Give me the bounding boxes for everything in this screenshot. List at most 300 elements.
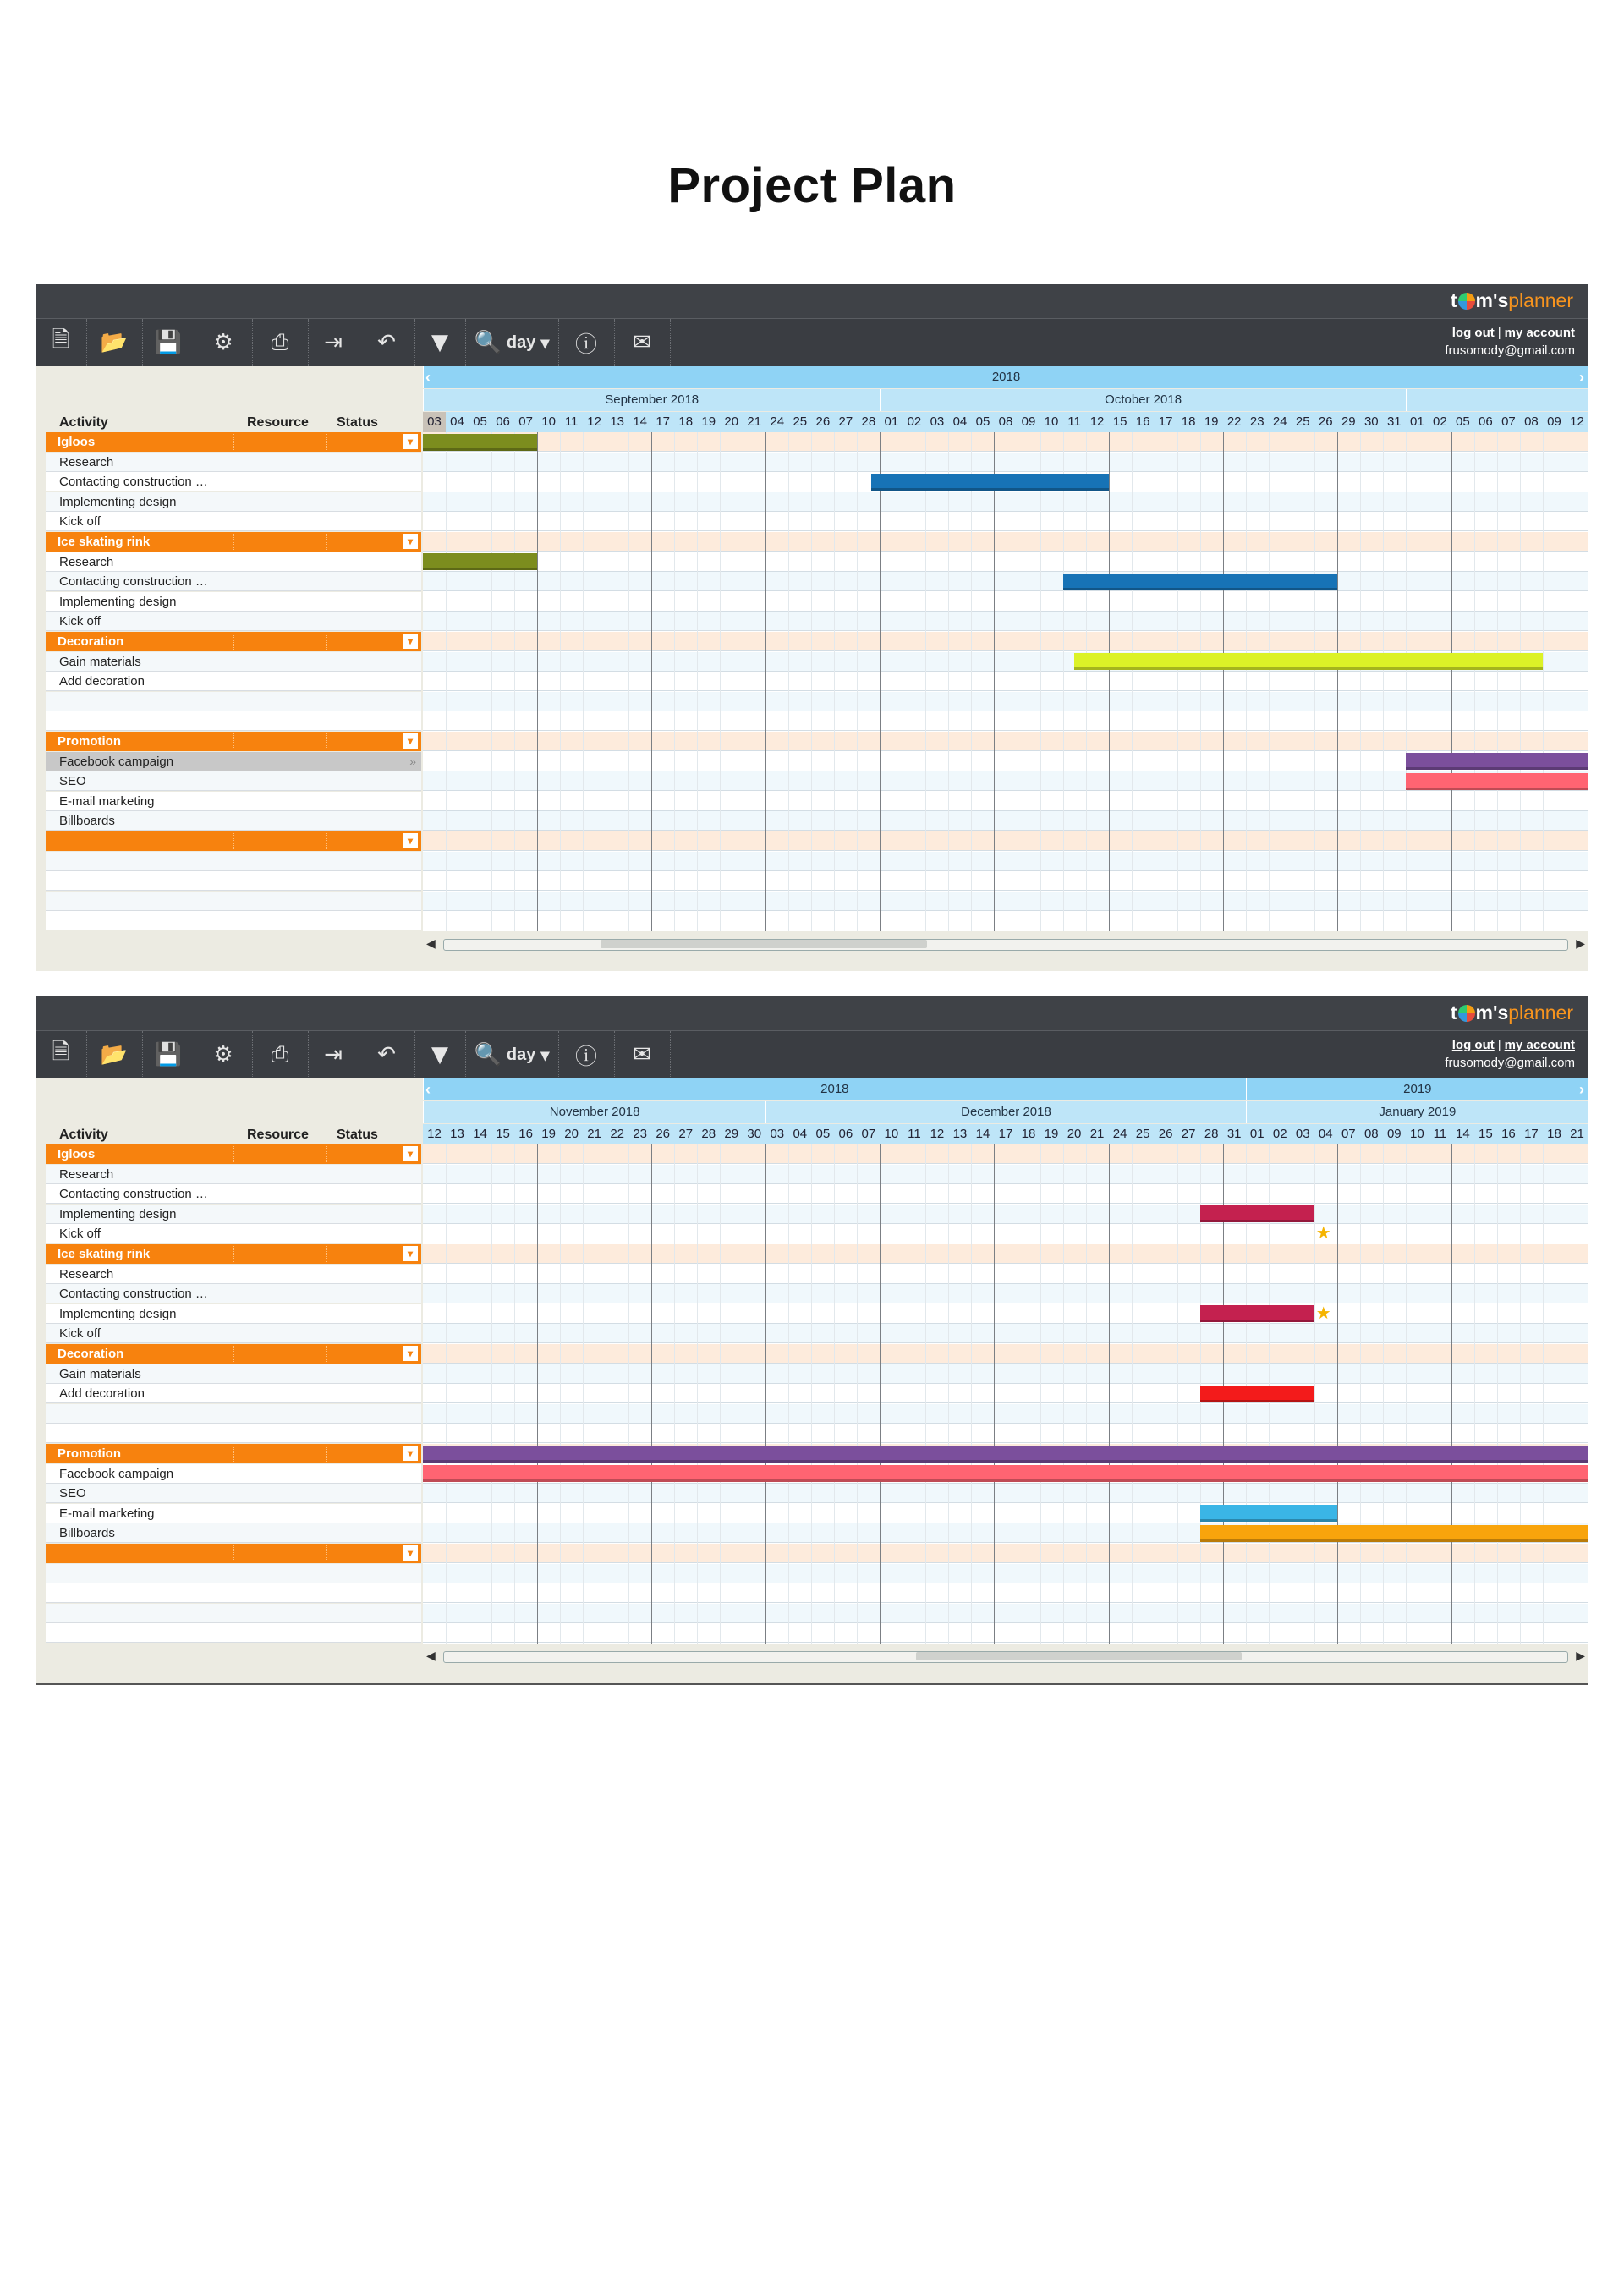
- empty-row[interactable]: [46, 1424, 421, 1443]
- task-row[interactable]: [46, 672, 421, 691]
- planner-panel-2: [36, 996, 1588, 1683]
- day-divider: [1177, 1144, 1178, 1644]
- day-divider: [514, 1144, 515, 1644]
- day-divider: [720, 432, 721, 931]
- info-icon: ⓘ: [574, 332, 597, 358]
- group-row[interactable]: [46, 632, 421, 651]
- day-divider: [674, 1144, 675, 1644]
- task-bar[interactable]: [1200, 1205, 1314, 1222]
- toolbar-button-save[interactable]: [142, 319, 195, 366]
- group-label: Promotion: [58, 1446, 121, 1461]
- toolbar-button-zoom[interactable]: [465, 319, 559, 366]
- zoom-level-label[interactable]: day: [506, 332, 536, 352]
- logo-text-t: t: [1450, 1002, 1457, 1024]
- day-divider: [811, 432, 812, 931]
- day-label: 11: [908, 1127, 921, 1141]
- toolbar-button-zoom[interactable]: [465, 1031, 559, 1078]
- empty-row[interactable]: [46, 911, 421, 930]
- grid-row: [423, 852, 1588, 871]
- task-label: Implementing design: [59, 594, 177, 609]
- day-divider: [1497, 432, 1498, 931]
- day-label: 03: [770, 1127, 785, 1141]
- resource-cell: [233, 1545, 234, 1561]
- day-divider: [697, 432, 698, 931]
- grid-row: [423, 1404, 1588, 1424]
- day-divider: [1063, 1144, 1064, 1644]
- task-bar[interactable]: [1200, 1525, 1588, 1542]
- task-row[interactable]: [46, 771, 421, 791]
- day-label: 25: [1135, 1127, 1150, 1141]
- month-label: [1406, 389, 1588, 411]
- task-row[interactable]: [46, 752, 421, 771]
- task-label: Contacting construction …: [59, 475, 208, 490]
- task-row[interactable]: [46, 652, 421, 672]
- toolbar-button-info[interactable]: [558, 319, 615, 366]
- collapse-arrow-icon[interactable]: ▾: [403, 1146, 418, 1161]
- day-header: [423, 1124, 1588, 1144]
- day-divider: [674, 432, 675, 931]
- day-label: 03: [930, 414, 945, 429]
- grid-row: [423, 1384, 1588, 1403]
- logout-link[interactable]: log out: [1451, 1038, 1495, 1052]
- toolbar: [36, 1031, 1588, 1078]
- day-divider: [1314, 1144, 1315, 1644]
- task-bar[interactable]: [1200, 1305, 1314, 1322]
- status-cell: [326, 1545, 327, 1561]
- task-row[interactable]: [46, 1484, 421, 1503]
- task-row[interactable]: [46, 453, 421, 472]
- app-logo: [1451, 289, 1573, 312]
- task-bar[interactable]: [871, 474, 1109, 491]
- toolbar-button-undo[interactable]: [359, 1031, 415, 1078]
- print-icon: ⎙: [271, 1041, 289, 1067]
- horizontal-scrollbar[interactable]: [423, 1649, 1588, 1664]
- day-label: 02: [1433, 414, 1447, 429]
- grid-row: [423, 592, 1588, 612]
- toolbar-button-print[interactable]: [252, 1031, 309, 1078]
- column-header-status[interactable]: Status: [337, 415, 378, 430]
- settings-icon: ⚙: [213, 1042, 233, 1067]
- day-divider: [948, 1144, 949, 1644]
- day-label: 02: [1272, 1127, 1287, 1141]
- empty-row[interactable]: [46, 1564, 421, 1583]
- day-label: 23: [1249, 414, 1265, 429]
- day-divider: [834, 432, 835, 931]
- empty-row[interactable]: [46, 852, 421, 871]
- export-icon: ⇥: [324, 330, 343, 355]
- day-label: 16: [1135, 414, 1150, 429]
- day-label: 23: [633, 1127, 648, 1141]
- day-label: 03: [1295, 1127, 1310, 1141]
- task-label: Facebook campaign: [59, 1466, 174, 1481]
- grid-row: [423, 1284, 1588, 1303]
- day-divider: [948, 432, 949, 931]
- task-row[interactable]: [46, 1284, 421, 1303]
- day-label: 11: [1433, 1127, 1447, 1141]
- grid-row: [423, 892, 1588, 911]
- task-bar[interactable]: [1406, 773, 1588, 790]
- task-label: Contacting construction …: [59, 1187, 208, 1202]
- task-row[interactable]: [46, 472, 421, 491]
- toolbar-button-new-file[interactable]: [36, 1031, 87, 1078]
- day-label: 09: [1021, 414, 1036, 429]
- column-header-resource[interactable]: Resource: [247, 415, 309, 430]
- collapse-arrow-icon[interactable]: ▾: [403, 534, 418, 549]
- grid-row: [423, 1583, 1588, 1603]
- day-label: 24: [1112, 1127, 1127, 1141]
- resource-cell: [233, 1346, 234, 1362]
- toolbar-button-settings[interactable]: [195, 319, 253, 366]
- task-row[interactable]: [46, 1165, 421, 1184]
- day-label: 27: [1181, 1127, 1196, 1141]
- day-label: 30: [1363, 414, 1379, 429]
- day-divider: [1520, 432, 1521, 931]
- grid-row: [423, 811, 1588, 831]
- task-bar[interactable]: [423, 434, 537, 451]
- grid-row: [423, 1265, 1588, 1284]
- resource-cell: [233, 1246, 234, 1262]
- day-divider: [788, 1144, 789, 1644]
- day-divider: [1132, 432, 1133, 931]
- grid-row: [423, 711, 1588, 731]
- day-divider: [834, 1144, 835, 1644]
- day-divider: [971, 1144, 972, 1644]
- group-row[interactable]: [46, 1244, 421, 1264]
- task-row[interactable]: [46, 1265, 421, 1284]
- grid-row: [423, 1544, 1588, 1563]
- day-label: 03: [423, 412, 446, 432]
- task-label: Implementing design: [59, 494, 177, 509]
- scroll-left-arrow-icon[interactable]: ◀: [426, 936, 436, 950]
- day-label: 19: [1204, 414, 1219, 429]
- scroll-right-arrow-icon[interactable]: ▶: [1576, 1649, 1585, 1662]
- day-divider: [1314, 432, 1315, 931]
- day-divider: [925, 1144, 926, 1644]
- day-divider: [446, 1144, 447, 1644]
- planner-panel-1: [36, 284, 1588, 971]
- grid-row: [423, 453, 1588, 472]
- day-label: 12: [587, 414, 601, 429]
- day-divider: [788, 432, 789, 931]
- task-bar[interactable]: [423, 1446, 1588, 1463]
- print-icon: ⎙: [271, 329, 289, 355]
- scroll-right-arrow-icon[interactable]: ▶: [1576, 936, 1585, 950]
- day-label: 19: [701, 414, 716, 429]
- horizontal-scrollbar[interactable]: [423, 936, 1588, 952]
- day-label: 18: [678, 414, 694, 429]
- app-header: [36, 284, 1588, 319]
- group-row[interactable]: [46, 1444, 421, 1463]
- open-folder-icon: 📂: [100, 1042, 129, 1067]
- day-label: 10: [884, 1127, 899, 1141]
- day-label: 08: [998, 414, 1013, 429]
- grid-row: [423, 1424, 1588, 1443]
- task-row[interactable]: [46, 1364, 421, 1384]
- empty-row[interactable]: [46, 692, 421, 711]
- day-label: 01: [1249, 1127, 1265, 1141]
- task-row[interactable]: [46, 1224, 421, 1243]
- collapse-arrow-icon[interactable]: ▾: [403, 733, 418, 749]
- milestone-star-icon[interactable]: ★: [1315, 1224, 1331, 1243]
- day-label: 09: [1386, 1127, 1402, 1141]
- empty-row[interactable]: [46, 711, 421, 731]
- group-row[interactable]: [46, 1144, 421, 1164]
- scroll-thumb[interactable]: [601, 940, 927, 948]
- task-bar[interactable]: [423, 553, 537, 570]
- day-divider: [1200, 432, 1201, 931]
- task-bar[interactable]: [1074, 653, 1543, 670]
- task-bar[interactable]: [423, 1465, 1588, 1482]
- task-row[interactable]: [46, 1205, 421, 1224]
- task-label: E-mail marketing: [59, 793, 155, 809]
- task-bar[interactable]: [1200, 1386, 1314, 1402]
- toolbar-button-open-folder[interactable]: [86, 1031, 143, 1078]
- task-row[interactable]: [46, 592, 421, 612]
- task-row[interactable]: [46, 1384, 421, 1403]
- day-label: 14: [975, 1127, 990, 1141]
- grid-row: [423, 1364, 1588, 1384]
- grid-row: [423, 911, 1588, 930]
- task-row[interactable]: [46, 1304, 421, 1324]
- day-label: 31: [1226, 1127, 1242, 1141]
- day-label: 06: [1479, 414, 1493, 429]
- week-divider: [994, 1144, 995, 1644]
- row-expand-icon[interactable]: »: [409, 754, 416, 768]
- day-divider: [1497, 1144, 1498, 1644]
- gantt-grid[interactable]: [423, 1144, 1588, 1644]
- collapse-arrow-icon[interactable]: ▾: [403, 1346, 418, 1361]
- toolbar-button-mail[interactable]: [614, 1031, 671, 1078]
- new-file-icon: 🗎: [52, 1040, 70, 1065]
- task-row[interactable]: [46, 1184, 421, 1204]
- task-label: Research: [59, 554, 114, 569]
- toolbar-button-mail[interactable]: [614, 319, 671, 366]
- week-divider: [765, 432, 766, 931]
- collapse-arrow-icon[interactable]: ▾: [403, 1446, 418, 1461]
- week-divider: [1109, 432, 1110, 931]
- toolbar-button-save[interactable]: [142, 1031, 195, 1078]
- grid-row: [423, 432, 1588, 452]
- week-divider: [1337, 1144, 1338, 1644]
- group-row[interactable]: [46, 831, 421, 851]
- day-divider: [1406, 1144, 1407, 1644]
- status-cell: [326, 534, 327, 550]
- day-divider: [720, 1144, 721, 1644]
- task-label: Billboards: [59, 814, 115, 829]
- task-row[interactable]: [46, 1464, 421, 1484]
- day-label: 30: [747, 1127, 762, 1141]
- year-label: 2018: [423, 1078, 1246, 1100]
- toolbar-button-settings[interactable]: [195, 1031, 253, 1078]
- grid-row: [423, 1623, 1588, 1643]
- day-label: 25: [1295, 414, 1310, 429]
- save-icon: 💾: [154, 330, 183, 355]
- group-row[interactable]: [46, 1344, 421, 1364]
- open-folder-icon: 📂: [100, 330, 129, 355]
- toolbar-button-print[interactable]: [252, 319, 309, 366]
- task-label: Research: [59, 1266, 114, 1281]
- week-divider: [765, 1144, 766, 1644]
- toolbar-button-open-folder[interactable]: [86, 319, 143, 366]
- empty-row[interactable]: [46, 1623, 421, 1643]
- column-header-activity[interactable]: Activity: [59, 415, 108, 430]
- week-divider: [651, 432, 652, 931]
- column-header-resource[interactable]: Resource: [247, 1128, 309, 1142]
- chevron-down-icon: ▾: [540, 333, 550, 353]
- empty-row[interactable]: [46, 892, 421, 911]
- day-label: 12: [1570, 414, 1584, 429]
- day-label: 05: [473, 414, 487, 429]
- collapse-arrow-icon[interactable]: ▾: [403, 634, 418, 649]
- week-divider: [1223, 432, 1224, 931]
- week-divider: [1451, 1144, 1452, 1644]
- toolbar-button-filter[interactable]: [414, 1031, 466, 1078]
- task-label: Billboards: [59, 1526, 115, 1541]
- logo-text-t: t: [1450, 289, 1457, 311]
- day-label: 18: [1547, 1127, 1561, 1141]
- day-label: 20: [564, 1127, 579, 1141]
- task-label: Facebook campaign: [59, 754, 174, 769]
- collapse-arrow-icon[interactable]: ▾: [403, 833, 418, 848]
- day-divider: [697, 1144, 698, 1644]
- task-label: Add decoration: [59, 674, 145, 689]
- day-label: 21: [1089, 1127, 1105, 1141]
- collapse-arrow-icon[interactable]: ▾: [403, 1246, 418, 1261]
- scroll-right-chevron-icon[interactable]: ›: [1579, 369, 1584, 386]
- resource-cell: [233, 534, 234, 550]
- group-row[interactable]: [46, 432, 421, 452]
- grid-row: [423, 632, 1588, 651]
- toolbar-button-export[interactable]: [308, 319, 359, 366]
- zoom-level-label[interactable]: day: [506, 1045, 536, 1064]
- status-cell: [326, 1246, 327, 1262]
- my-account-link[interactable]: my account: [1504, 1038, 1575, 1052]
- task-label: SEO: [59, 1486, 86, 1501]
- task-bar[interactable]: [1406, 753, 1588, 770]
- grid-row: [423, 1224, 1588, 1243]
- task-label: Research: [59, 1166, 114, 1182]
- gantt-grid[interactable]: [423, 432, 1588, 931]
- grid-row: [423, 1504, 1588, 1523]
- task-row[interactable]: [46, 1523, 421, 1543]
- day-label: 14: [633, 414, 648, 429]
- scroll-right-chevron-icon[interactable]: ›: [1579, 1081, 1584, 1098]
- grid-row: [423, 1344, 1588, 1364]
- day-label: 10: [1044, 414, 1059, 429]
- day-label: 09: [1547, 414, 1561, 429]
- task-bar[interactable]: [1063, 574, 1337, 590]
- logo-text-ms: m's: [1475, 289, 1509, 311]
- day-label: 24: [770, 414, 785, 429]
- milestone-star-icon[interactable]: ★: [1315, 1303, 1331, 1323]
- column-header-status[interactable]: Status: [337, 1128, 378, 1142]
- day-label: 10: [541, 414, 556, 429]
- toolbar-button-undo[interactable]: [359, 319, 415, 366]
- task-row[interactable]: [46, 1324, 421, 1343]
- collapse-arrow-icon[interactable]: ▾: [403, 1545, 418, 1561]
- group-row[interactable]: [46, 1544, 421, 1563]
- toolbar-button-export[interactable]: [308, 1031, 359, 1078]
- day-divider: [1474, 1144, 1475, 1644]
- grid-row: [423, 1324, 1588, 1343]
- account-area: [1445, 324, 1575, 359]
- day-label: 26: [1158, 1127, 1173, 1141]
- task-row[interactable]: [46, 612, 421, 631]
- logout-link[interactable]: log out: [1451, 326, 1495, 340]
- empty-row[interactable]: [46, 1583, 421, 1603]
- settings-icon: ⚙: [213, 330, 233, 355]
- group-row[interactable]: [46, 732, 421, 751]
- task-row[interactable]: [46, 572, 421, 591]
- day-label: 08: [1363, 1127, 1379, 1141]
- grid-row: [423, 871, 1588, 891]
- collapse-arrow-icon[interactable]: ▾: [403, 434, 418, 449]
- task-label: SEO: [59, 774, 86, 789]
- toolbar-button-info[interactable]: [558, 1031, 615, 1078]
- day-label: 07: [518, 414, 533, 429]
- day-divider: [446, 432, 447, 931]
- day-label: 12: [427, 1127, 442, 1141]
- undo-icon: ↶: [377, 330, 396, 355]
- day-label: 16: [1501, 1127, 1516, 1141]
- day-label: 22: [1226, 414, 1242, 429]
- group-label: Igloos: [58, 1147, 96, 1161]
- empty-row[interactable]: [46, 1404, 421, 1424]
- week-divider: [880, 432, 881, 931]
- scroll-thumb[interactable]: [916, 1652, 1243, 1660]
- group-row[interactable]: [46, 532, 421, 552]
- day-label: 17: [656, 414, 671, 429]
- my-account-link[interactable]: my account: [1504, 326, 1575, 340]
- day-label: 17: [1158, 414, 1173, 429]
- task-bar[interactable]: [1200, 1505, 1337, 1522]
- empty-row[interactable]: [46, 1604, 421, 1623]
- group-label: Ice skating rink: [58, 1247, 151, 1261]
- day-label: 17: [998, 1127, 1013, 1141]
- grid-row: [423, 1604, 1588, 1623]
- day-divider: [560, 432, 561, 931]
- scroll-left-chevron-icon[interactable]: ‹: [425, 369, 431, 386]
- day-label: 19: [1044, 1127, 1059, 1141]
- logo-orb-icon: [1458, 293, 1475, 310]
- toolbar-button-new-file[interactable]: [36, 319, 87, 366]
- week-divider: [537, 1144, 538, 1644]
- account-separator: |: [1497, 326, 1501, 340]
- scroll-left-chevron-icon[interactable]: ‹: [425, 1081, 431, 1098]
- grid-row: [423, 572, 1588, 591]
- task-label: Kick off: [59, 614, 101, 629]
- task-row[interactable]: [46, 512, 421, 531]
- day-label: 20: [724, 414, 739, 429]
- empty-row[interactable]: [46, 871, 421, 891]
- day-divider: [583, 1144, 584, 1644]
- toolbar-button-filter[interactable]: [414, 319, 466, 366]
- task-row[interactable]: [46, 492, 421, 512]
- task-row[interactable]: [46, 552, 421, 572]
- task-row[interactable]: [46, 792, 421, 811]
- task-row[interactable]: [46, 811, 421, 831]
- grid-row: [423, 1484, 1588, 1503]
- day-divider: [1086, 432, 1087, 931]
- day-label: 18: [1021, 1127, 1036, 1141]
- column-header-activity[interactable]: Activity: [59, 1128, 108, 1142]
- day-label: 07: [1501, 414, 1516, 429]
- day-label: 07: [1341, 1127, 1356, 1141]
- task-row[interactable]: [46, 1504, 421, 1523]
- day-label: 21: [1570, 1127, 1584, 1141]
- grid-row: [423, 672, 1588, 691]
- scroll-left-arrow-icon[interactable]: ◀: [426, 1649, 436, 1662]
